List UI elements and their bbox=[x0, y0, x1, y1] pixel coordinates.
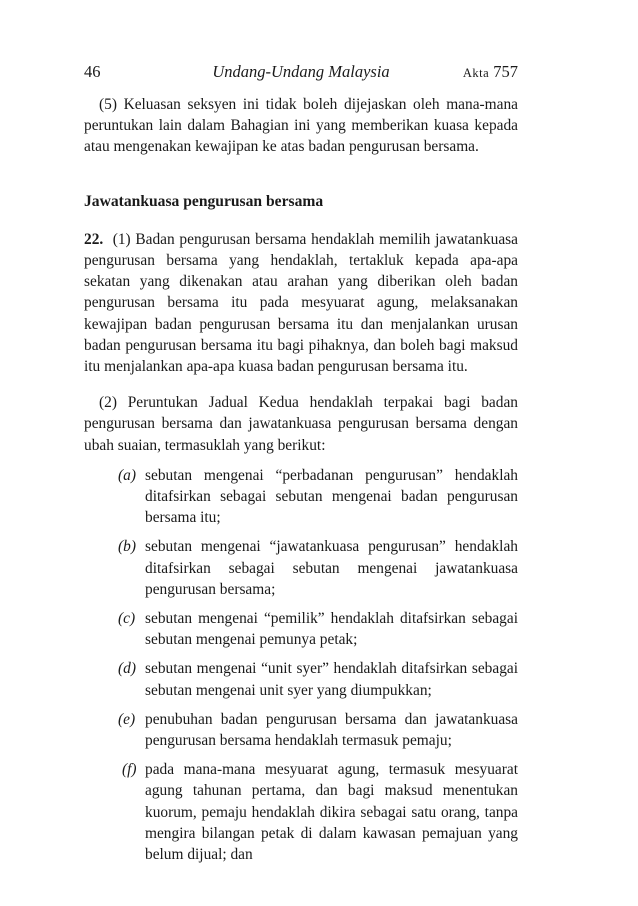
item-text: penubuhan badan pengurusan bersama dan jawatankuasa pengurusan bersama hendaklah termasuk pemaju; bbox=[145, 710, 518, 750]
item-label: (d) bbox=[118, 660, 136, 678]
act-label: Akta bbox=[462, 66, 490, 80]
item-label: (c) bbox=[118, 610, 136, 628]
act-number: 757 bbox=[493, 62, 518, 81]
item-text: sebutan mengenai “pemilik” hendaklah ditafsirkan sebagai sebutan mengenai pemunya petak; bbox=[145, 610, 518, 649]
list-item bbox=[84, 536, 518, 600]
item-label: (a) bbox=[118, 466, 136, 484]
modification-list bbox=[84, 465, 518, 865]
item-text: sebutan mengenai “perbadanan pengurusan” hendaklah ditafsirkan sebagai sebutan mengenai badan pengurusan bersama itu; bbox=[145, 466, 518, 527]
item-label: (f) bbox=[122, 761, 137, 779]
page-header bbox=[84, 62, 518, 84]
section-22-text: (1) Badan pengurusan bersama hendaklah memilih jawatankuasa pengurusan bersama yang hendaklah, tertakluk kepada apa-apa sekatan yang dikenakan atau arahan yang diberikan oleh badan pengurusan bersama itu pada mesyuarat agung, melaksanakan kewajipan badan pengurusan bersama itu dan menjalankan urusan badan pengurusan bersama itu bagi pihaknya, dan boleh bagi maksud itu menjalankan apa-apa kuasa badan pengurusan bersama itu. bbox=[84, 230, 518, 376]
list-item bbox=[84, 658, 518, 700]
header-title: Undang-Undang Malaysia bbox=[212, 62, 390, 81]
section-22 bbox=[84, 229, 518, 377]
item-text: pada mana-mana mesyuarat agung, termasuk mesyuarat agung tahunan pertama, dan bagi maksud menentukan kuorum, pemaju hendaklah dikira sebagai satu orang, tanpa mengira bilangan petak di dalam kawasan pemajuan yang belum dijual; dan bbox=[145, 761, 518, 864]
page-number: 46 bbox=[84, 62, 101, 81]
item-label: (e) bbox=[118, 710, 136, 728]
page-body bbox=[84, 94, 518, 873]
act-reference bbox=[463, 62, 518, 82]
item-text: sebutan mengenai “jawatankuasa pengurusan” hendaklah ditafsirkan sebagai sebutan mengenai jawatankuasa pengurusan bersama; bbox=[145, 538, 518, 598]
subsection-5: (5) Keluasan seksyen ini tidak boleh dijejaskan oleh mana-mana peruntukan lain dalam Bahagian ini yang memberikan kuasa kepada atau mengenakan kewajipan ke atas badan pengurusan bersama. bbox=[84, 96, 518, 156]
item-label: (b) bbox=[118, 538, 136, 556]
section-number: 22. bbox=[84, 230, 104, 248]
item-text: sebutan mengenai “unit syer” hendaklah ditafsirkan sebagai sebutan mengenai unit syer yang diumpukkan; bbox=[145, 660, 518, 699]
section-heading: Jawatankuasa pengurusan bersama bbox=[84, 192, 324, 210]
subsection-2: (2) Peruntukan Jadual Kedua hendaklah terpakai bagi badan pengurusan bersama dan jawatankuasa pengurusan bersama dengan ubah suaian, termasuklah yang berikut: bbox=[84, 394, 518, 454]
list-item bbox=[84, 465, 518, 529]
list-item bbox=[84, 709, 518, 751]
list-item bbox=[84, 608, 518, 650]
list-item bbox=[84, 759, 518, 865]
